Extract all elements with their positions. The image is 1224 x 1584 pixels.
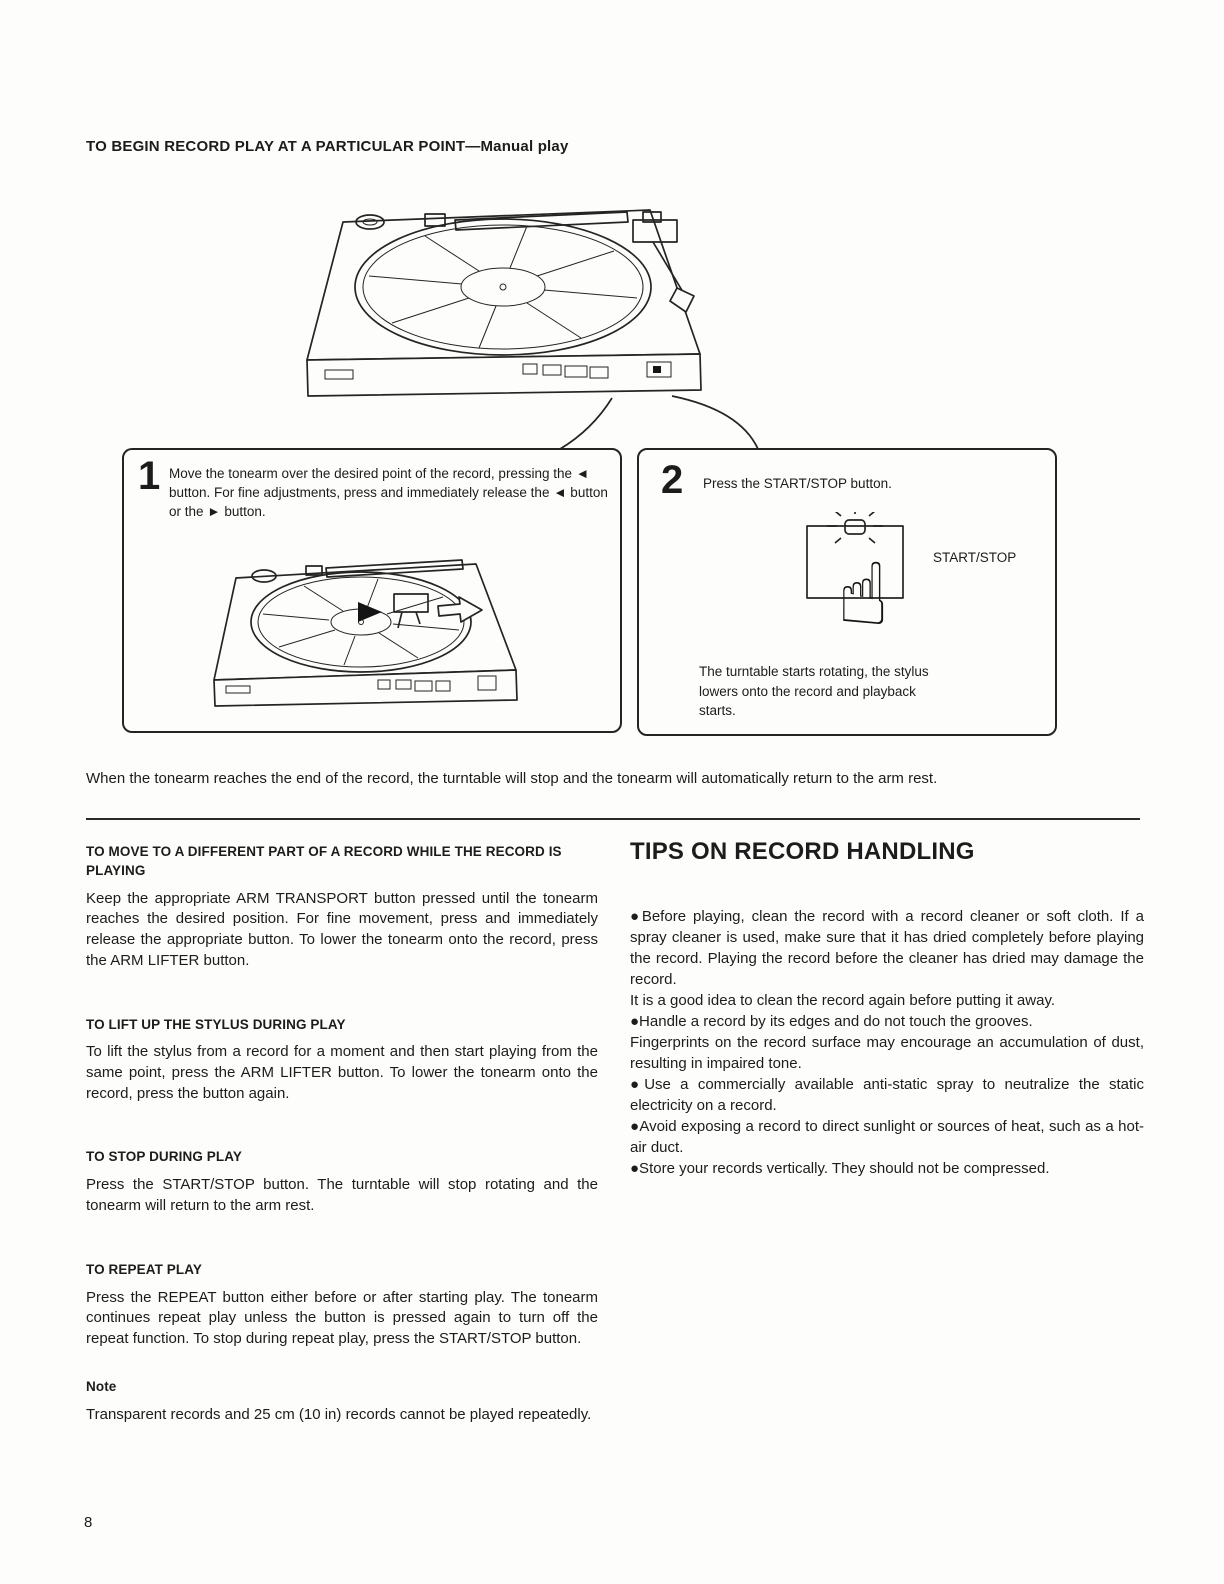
small-turntable-drawing: [206, 550, 536, 728]
section-body: To lift the stylus from a record for a moment and then start playing from the same point, press the ARM LIFTER button. To lower the tonearm onto the record, press the button again.: [86, 1043, 598, 1102]
callout-line-step1: [560, 398, 612, 449]
step-1-number: 1: [138, 454, 161, 498]
section-heading: TO REPEAT PLAY: [86, 1261, 202, 1277]
left-column: [86, 843, 598, 1425]
section-note: [86, 1378, 598, 1426]
pointing-hand-icon: ☝: [837, 545, 890, 645]
section-repeat-play: [86, 1261, 598, 1350]
tip-paragraph: It is a good idea to clean the record again before putting it away.: [630, 992, 1055, 1009]
tips-title: TIPS ON RECORD HANDLING: [630, 838, 975, 865]
indicator-flash-icon: [827, 512, 883, 543]
section-heading: TO LIFT UP THE STYLUS DURING PLAY: [86, 1016, 346, 1032]
tip-paragraph: ●Use a commercially available anti-static spray to neutralize the static electricity on a record.: [630, 1076, 1144, 1114]
section-divider: [86, 818, 1140, 820]
section-heading: TO MOVE TO A DIFFERENT PART OF A RECORD WHILE THE RECORD IS PLAYING: [86, 844, 562, 878]
tip-paragraph: ●Avoid exposing a record to direct sunlight or sources of heat, such as a hot-air duct.: [630, 1118, 1144, 1156]
turntable-body: [307, 210, 701, 396]
tip-paragraph: Fingerprints on the record surface may encourage an accumulation of dust, resulting in impaired tone.: [630, 1034, 1144, 1072]
page-number: 8: [84, 1514, 93, 1531]
page-title: TO BEGIN RECORD PLAY AT A PARTICULAR POINT—Manual play: [86, 138, 569, 155]
section-move-during-play: [86, 843, 598, 972]
start-stop-label: START/STOP: [933, 550, 1017, 565]
tip-paragraph: ●Before playing, clean the record with a record cleaner or soft cloth. If a spray cleaner is used, make sure that it has dried completely before playing the record. Playing the record before the cleaner has dried may damage the record.: [630, 908, 1144, 988]
tip-paragraph: ●Handle a record by its edges and do not touch the grooves.: [630, 1013, 1033, 1030]
step-2-box: [637, 448, 1057, 736]
section-body: Press the START/STOP button. The turntable will stop rotating and the tonearm will return to the arm rest.: [86, 1176, 598, 1215]
end-of-record-note: When the tonearm reaches the end of the record, the turntable will stop and the tonearm will automatically return to the arm rest.: [86, 770, 938, 787]
step-1-text: Move the tonearm over the desired point of the record, pressing the ◄ button. For fine adjustments, press and immediately release the ◄ button or the ► button.: [169, 466, 608, 520]
step-2-number: 2: [661, 458, 684, 502]
callout-line-step2: [672, 396, 758, 449]
step-2-caption: The turntable starts rotating, the stylus lowers onto the record and playback starts.: [699, 664, 929, 719]
tip-paragraph: ●Store your records vertically. They should not be compressed.: [630, 1160, 1050, 1177]
section-heading: TO STOP DURING PLAY: [86, 1149, 242, 1165]
section-body: Press the REPEAT button either before or after starting play. The tonearm continues repeat play unless the button is pressed again to turn off the repeat function. To stop during repeat play, press the START/STOP button.: [86, 1288, 598, 1348]
step-2-text: Press the START/STOP button.: [703, 476, 892, 491]
section-stop-during-play: [86, 1148, 598, 1216]
right-column: [630, 838, 1144, 1179]
tonearm-move-illustration: [206, 550, 536, 728]
section-body: Transparent records and 25 cm (10 in) records cannot be played repeatedly.: [86, 1405, 592, 1423]
section-body: Keep the appropriate ARM TRANSPORT button pressed until the tonearm reaches the desired position. For fine movement, press and immediately release the appropriate button. To lower the tonearm onto the record, press the ARM LIFTER button.: [86, 889, 598, 969]
step-1-box: [122, 448, 622, 733]
section-heading: Note: [86, 1378, 117, 1394]
section-lift-stylus: [86, 1016, 598, 1105]
